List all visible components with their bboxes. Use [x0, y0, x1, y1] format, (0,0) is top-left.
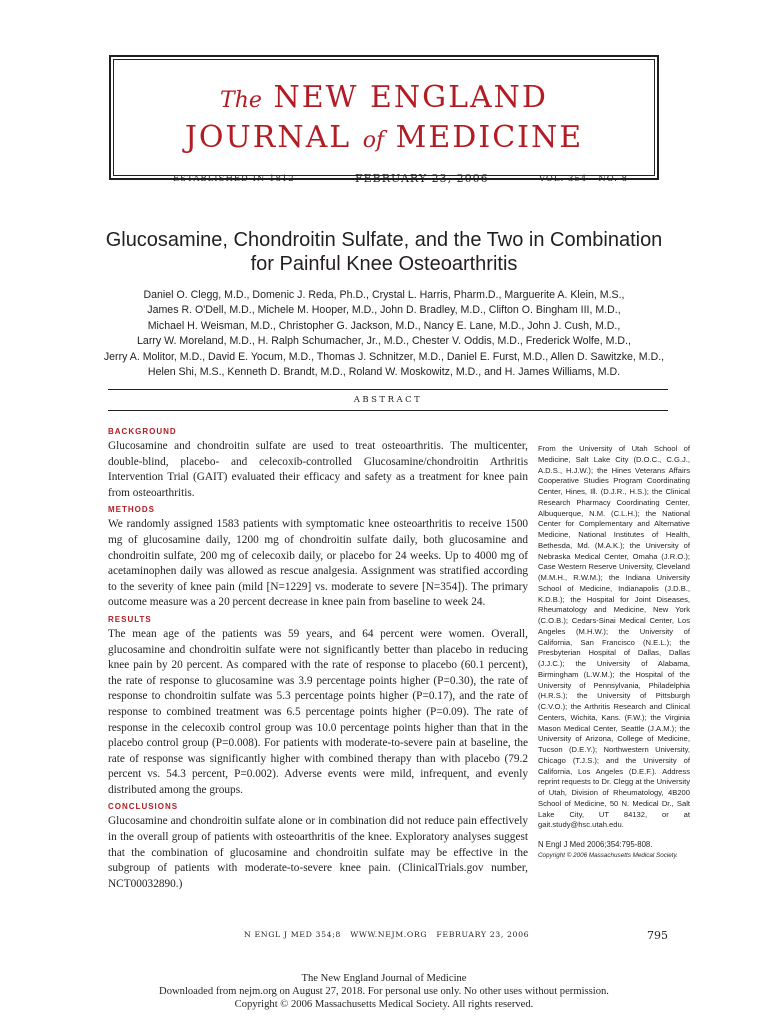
affiliations-sidebar [538, 444, 690, 862]
background-text: Glucosamine and chondroitin sulfate are used to treat osteoarthritis. The multicenter, double-blind, placebo- and celecoxib-controlled Glucosamine/chondroitin Arthritis Intervention Trial (GAIT) evaluated their efficacy and safety as a treatment for knee pain from osteoarthritis. [108, 440, 528, 499]
article-title-line-2: for Painful Knee Osteoarthritis [250, 253, 518, 275]
download-notice-permission: Downloaded from nejm.org on August 27, 2018. For personal use only. No other uses without permission. [159, 986, 609, 997]
journal-masthead [109, 55, 659, 180]
masthead-line-1 [114, 80, 654, 115]
issue-date: FEBRUARY 23, 2006 [355, 172, 489, 185]
author-line: Jerry A. Molitor, M.D., David E. Yocum, M.D., Thomas J. Schnitzer, M.D., Daniel E. Furst, M.D., Allen D. Sawitzke, M.D., [103, 350, 665, 363]
download-notice-journal: The New England Journal of Medicine [301, 973, 467, 984]
page-number: 795 [647, 929, 668, 942]
running-footer-text: N ENGL J MED 354;8 WWW.NEJM.ORG FEBRUARY 23, 2006 [244, 930, 530, 939]
article-title [60, 228, 708, 276]
author-line: Helen Shi, M.S., Kenneth D. Brandt, M.D., Roland W. Moskowitz, M.D., and H. James Williams, M.D. [147, 366, 621, 379]
author-list [88, 288, 680, 380]
methods-text: We randomly assigned 1583 patients with symptomatic knee osteoarthritis to receive 1500 mg of glucosamine daily, 1200 mg of chondroitin sulfate daily, both glucosamine and chondroitin sulfate, 200 mg of celecoxib daily, or placebo for 24 weeks. Up to 4000 mg of acetaminophen daily was allowed as rescue analgesia. Assignment was stratified according to the severity of knee pain (mild [N=1229] vs. moderate to severe [N=354]). The primary outcome measure was a 20 percent decrease in knee pain from baseline to week 24. [108, 518, 528, 609]
affiliations-text: From the University of Utah School of Medicine, Salt Lake City (D.O.C., C.G.J., A.D.S., H.J.W.); the Hines Veterans Affairs Cooperative Studies Program Coordinating Center, Hines, Ill. (D.J.R., H.S.); the Clinical Research Pharmacy Coordinating Center, Albuquerque, N.M. (C.L.H.); the National Center for Complementary and Alternative Medicine, National Institutes of Health, Bethesda, Md. (M.A.K.); the University of Nebraska Medical Center, Omaha (J.R.O.); Case Western Reserve University, Cleveland (M.M.H., R.W.M.); the Indiana University School of Medicine, Indianapolis (J.D.B., K.D.B.); the Hospital for Joint Diseases, Rheumatology and Medicine, New York (C.O.B.); Cedars-Sinai Medical Center, Los Angeles (M.H.W.); the University of California, San Francisco (N.E.L.); the Presbyterian Hospital of Dallas, Dallas (J.J.C.); the University of Alabama, Birmingham (L.W.M.); the Hospital of the University of Pennsylvania, Philadelphia (H.R.S.); the University of Pittsburgh (C.V.O.); the Arthritis Research and Clinical Centers, Wichita, Kans. (F.W.); the Virginia Mason Medical Center, Seattle (J.A.M.); the University of Arizona, College of Medicine, Tucson (D.E.Y.); Northwestern University, Chicago (T.J.S.); and the University of California, Los Angeles (D.E.F.). Address reprint requests to Dr. Clegg at the University of Utah, Division of Rheumatology, 4B200 School of Medicine, 50 N. Medical Dr., Salt Lake City, UT 84132, or at gait.study@hsc.utah.edu. [538, 444, 690, 830]
established-label: ESTABLISHED IN 1812 [173, 174, 295, 184]
article-title-line-1: Glucosamine, Chondroitin Sulfate, and the Two in Combination [105, 229, 663, 251]
author-line: Michael H. Weisman, M.D., Christopher G. Jackson, M.D., Nancy E. Lane, M.D., John J. Cush, M.D., [147, 319, 621, 332]
author-line: Larry W. Moreland, M.D., H. Ralph Schumacher, Jr., M.D., Chester V. Oddis, M.D., Frederick Wolfe, M.D., [137, 335, 631, 348]
masthead-line-2 [114, 120, 654, 155]
masthead-journal: JOURNAL [184, 120, 352, 155]
running-footer [108, 929, 668, 943]
abstract-label: ABSTRACT [353, 395, 423, 405]
masthead-the: The [220, 88, 262, 113]
citation-line: N Engl J Med 2006;354:795-808. [538, 840, 653, 849]
methods-heading: METHODS [108, 505, 155, 515]
edition-info-row [173, 174, 628, 188]
conclusions-heading: CONCLUSIONS [108, 802, 179, 812]
author-line: James R. O'Dell, M.D., Michele M. Hooper, M.D., John D. Bradley, M.D., Clifton O. Bingham III, M.D., [147, 304, 621, 317]
background-heading: BACKGROUND [108, 427, 177, 436]
results-heading: RESULTS [108, 614, 152, 624]
abstract-body [108, 424, 528, 895]
masthead-new-england: NEW ENGLAND [273, 80, 548, 115]
masthead-of: of [362, 128, 385, 153]
results-text: The mean age of the patients was 59 years, and 64 percent were women. Overall, glucosamine and chondroitin sulfate were not significantly better than placebo in reducing knee pain by 20 percent. As compared with the rate of response to placebo (60.1 percent), the rate of response to glucosamine was 3.9 percentage points higher (P=0.30), the rate of response to chondroitin sulfate was 5.3 percentage points higher (P=0.17), and the rate of response to combined treatment was 6.5 percentage points higher (P=0.09). The rate of response in the celecoxib control group was 10.0 percentage points higher than that in the placebo control group (P=0.008). For patients with moderate-to-severe pain at baseline, the rate of response was significantly higher with combined therapy than with placebo (79.2 percent vs. 54.3 percent, P=0.002). Adverse events were mild, infrequent, and evenly distributed among the groups. [108, 627, 528, 796]
volume-number: VOL. 354 NO. 8 [538, 174, 628, 184]
masthead-medicine: MEDICINE [395, 120, 584, 155]
conclusions-text: Glucosamine and chondroitin sulfate alone or in combination did not reduce pain effectively in the overall group of patients with osteoarthritis of the knee. Exploratory analyses suggest that the combination of glucosamine and chondroitin sulfate may be effective in the subgroup of patients with moderate-to-severe knee pain. (ClinicalTrials.gov number, NCT00032890.) [108, 815, 528, 890]
abstract-header-bar [108, 389, 668, 411]
sidebar-copyright: Copyright © 2006 Massachusetts Medical Society. [538, 851, 678, 859]
masthead-inner-frame [113, 59, 655, 176]
download-notice-copyright: Copyright © 2006 Massachusetts Medical Society. All rights reserved. [234, 999, 534, 1010]
author-line: Daniel O. Clegg, M.D., Domenic J. Reda, Ph.D., Crystal L. Harris, Pharm.D., Marguerite A. Klein, M.S., [143, 289, 625, 301]
